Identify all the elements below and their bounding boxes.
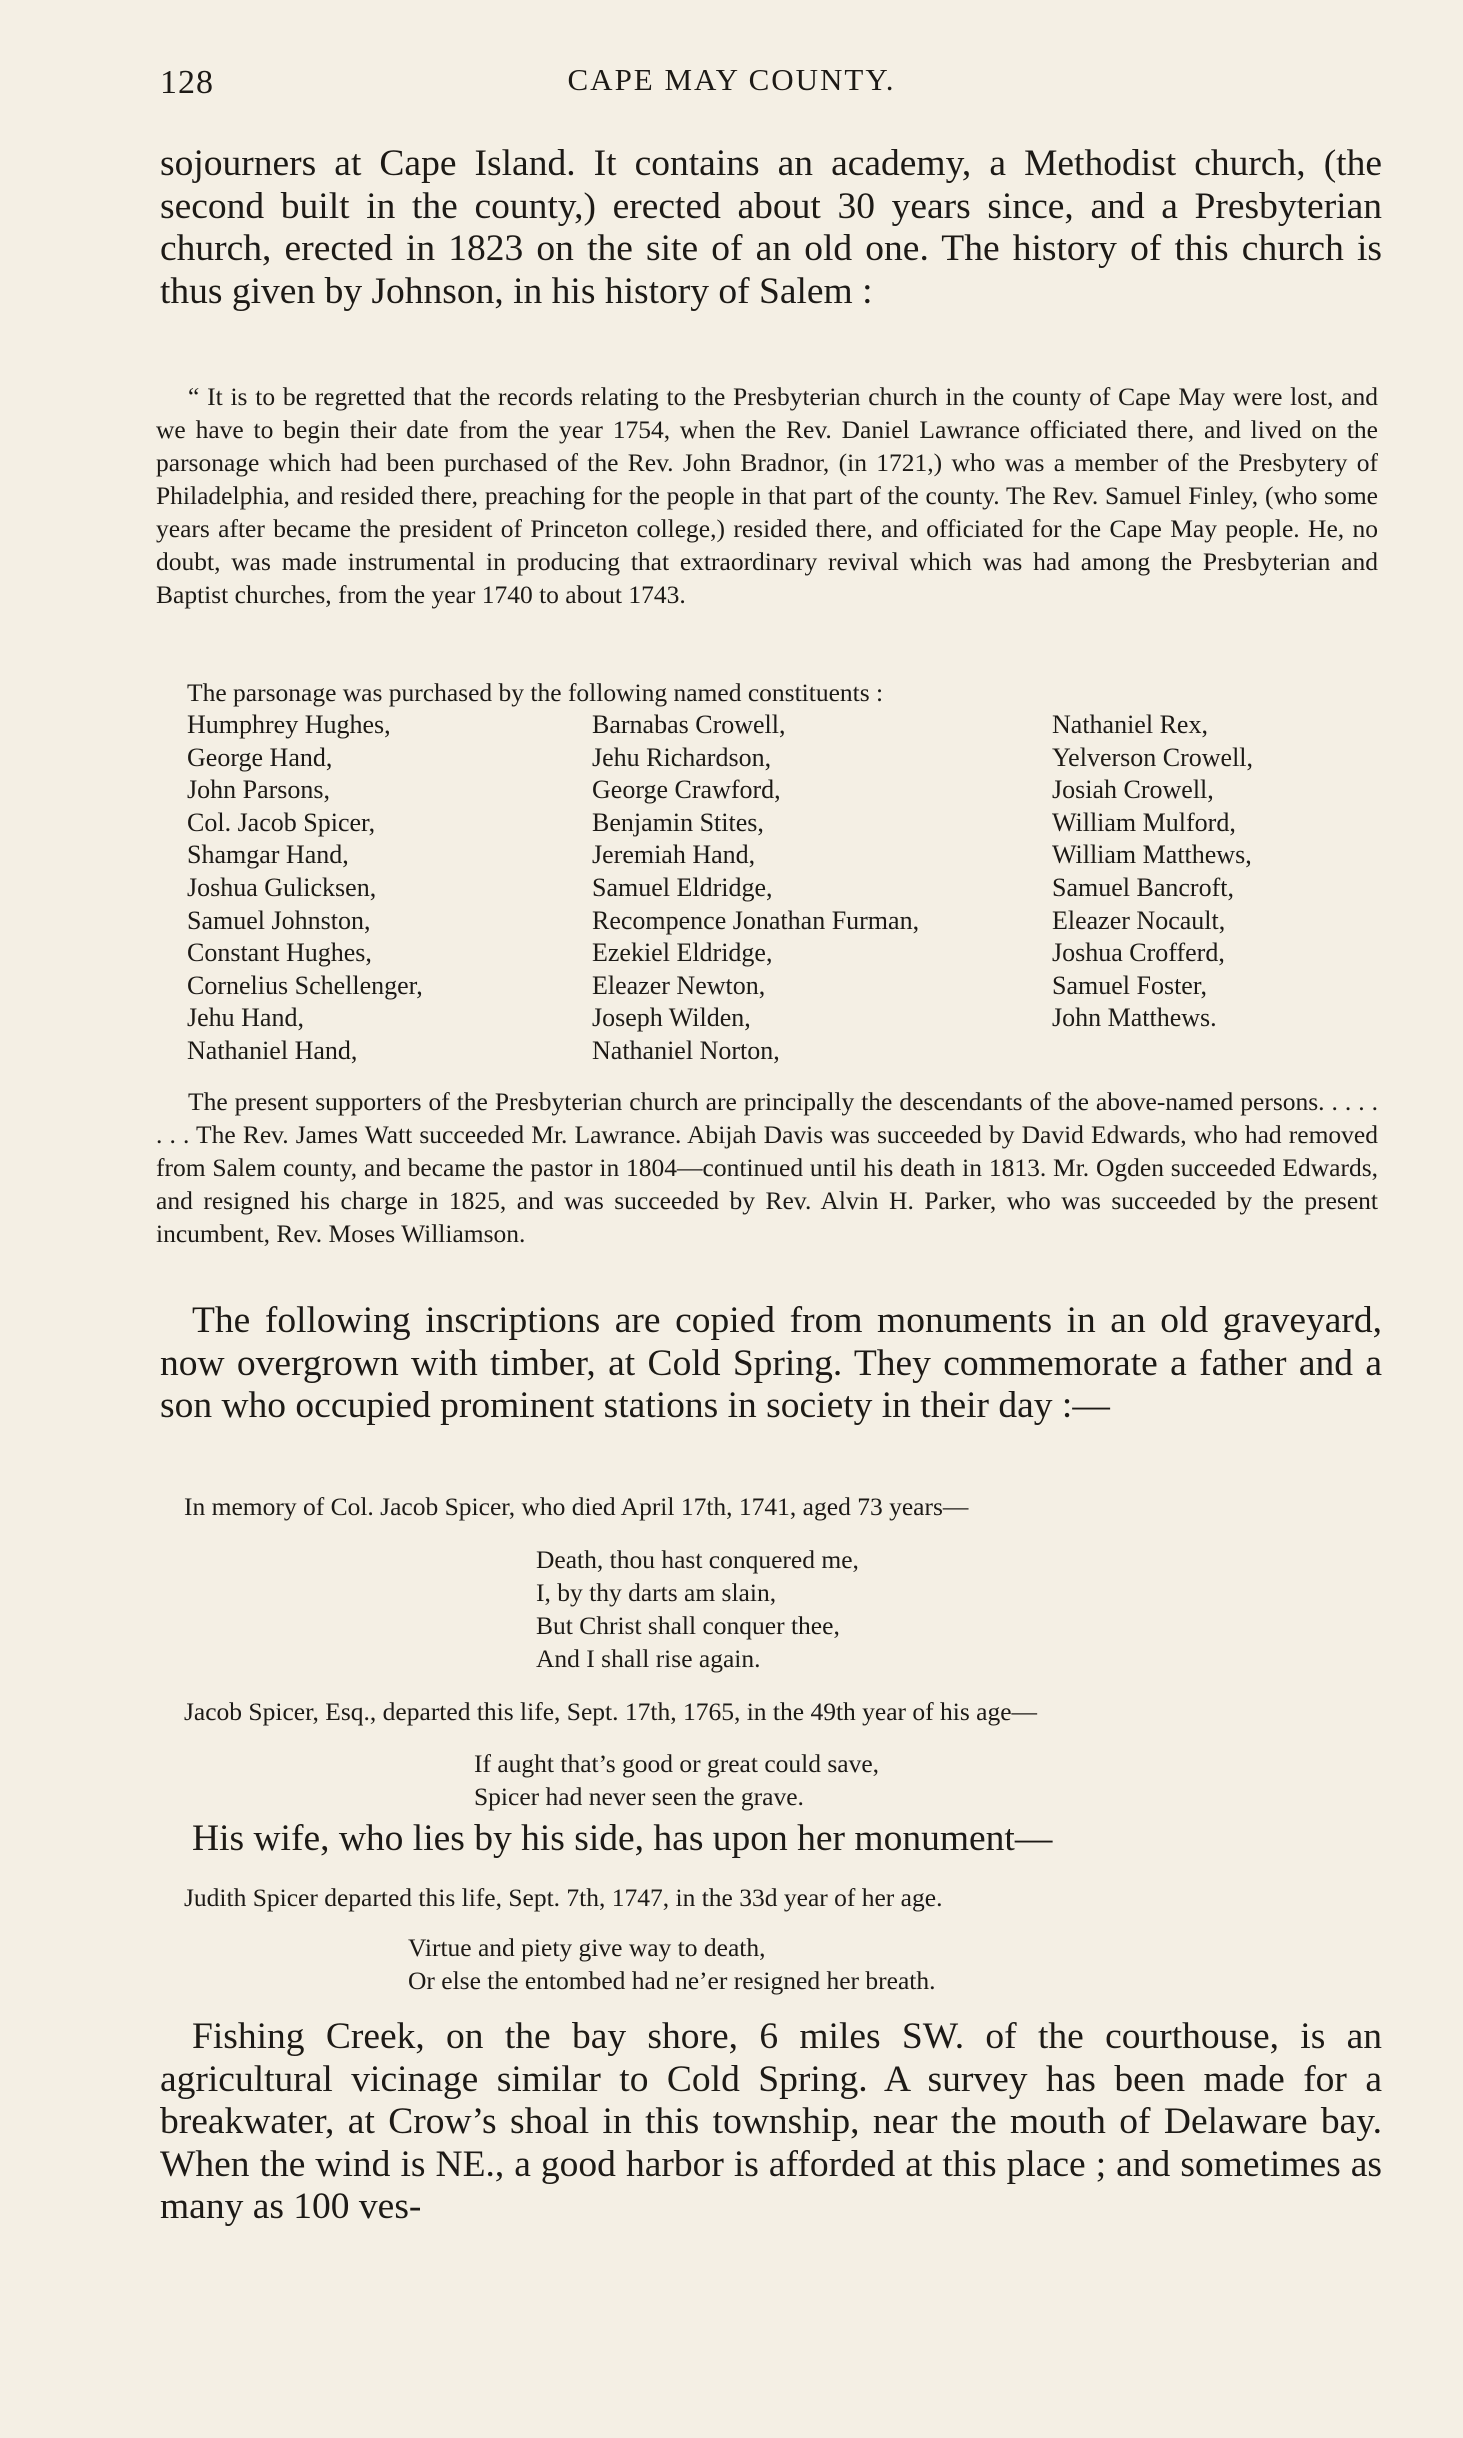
list-item: Joseph Wilden,	[592, 1003, 751, 1033]
list-item: George Hand,	[187, 742, 333, 772]
list-item: Eleazer Newton,	[592, 970, 766, 1000]
list-item: Shamgar Hand,	[187, 840, 349, 870]
verse-line: Death, thou hast conquered me,	[536, 1545, 859, 1574]
list-item: John Matthews.	[1052, 1003, 1217, 1033]
list-item: Barnabas Crowell,	[592, 710, 786, 739]
list-item: William Matthews,	[1052, 840, 1252, 870]
list-item: George Crawford,	[592, 775, 781, 805]
verse-line: I, by thy darts am slain,	[536, 1578, 777, 1607]
verse-line: Virtue and piety give way to death,	[408, 1933, 766, 1962]
quote-johnson-history: “ It is to be regretted that the records relating to the Presbyterian church in the county of Cape May were lost, and we have to begin their date from the year 1754, when the Rev. Daniel Lawrance officiated there, and lived on the parsonage which had been purchased of the Rev. John Bradnor, (in 1721,) who was a member of the Presbytery of Philadelphia, and resided there, preaching for the people in that part of the county. The Rev. Samuel Finley, (who some years after became the president of Princeton college,) resided there, and officiated for the Cape May people. He, no doubt, was made instrumental in producing that extraordinary revival which was had among the Presbyterian and Baptist churches, from the year 1740 to about 1743.	[156, 382, 1378, 609]
constituents-column-2	[592, 709, 919, 1068]
list-item: Cornelius Schellenger,	[187, 970, 423, 1000]
list-item: Col. Jacob Spicer,	[187, 807, 376, 837]
epitaph-verse-judith-spicer	[408, 1931, 935, 1997]
paragraph-inscriptions-intro: The following inscriptions are copied from monuments in an old graveyard, now overgrown with timber, at Cold Spring. They commemorate a father and a son who occupied prominent stations in society in their day :—	[160, 1300, 1382, 1426]
list-item: Constant Hughes,	[187, 938, 372, 968]
paragraph-wife-intro: His wife, who lies by his side, has upon her monument—	[192, 1818, 1053, 1859]
inscription-heading-judith-spicer: Judith Spicer departed this life, Sept. 7th, 1747, in the 33d year of her age.	[184, 1883, 943, 1912]
constituents-intro: The parsonage was purchased by the following named constituents :	[187, 678, 884, 707]
verse-line: Or else the entombed had ne’er resigned her breath.	[408, 1966, 936, 1995]
paragraph-cape-island: sojourners at Cape Island. It contains an academy, a Methodist church, (the second built in the county,) erected about 30 years since, and a Presbyterian church, erected in 1823 on the site of an old one. The history of this church is thus given by Johnson, in his history of Salem :	[160, 143, 1382, 312]
list-item: Samuel Foster,	[1052, 970, 1207, 1000]
paragraph-supporters: The present supporters of the Presbyterian church are principally the descendants of the above-named persons. . . . . . . . The Rev. James Watt succeeded Mr. Lawrance. Abijah Davis was succeeded by David Edwards, who had removed from Salem county, and became the pastor in 1804—continued until his death in 1813. Mr. Ogden succeeded Edwards, and resigned his charge in 1825, and was succeeded by Rev. Alvin H. Parker, who was succeeded by the present incumbent, Rev. Moses Williamson.	[156, 1087, 1378, 1248]
list-item: Joshua Crofferd,	[1052, 938, 1225, 968]
list-item: Samuel Eldridge,	[592, 872, 773, 902]
list-item: Jehu Richardson,	[592, 742, 772, 772]
verse-line: But Christ shall conquer thee,	[536, 1611, 840, 1640]
epitaph-verse-jacob-spicer-esq	[474, 1747, 879, 1813]
inscription-heading-jacob-spicer-esq: Jacob Spicer, Esq., departed this life, Sept. 17th, 1765, in the 49th year of his age—	[184, 1697, 1038, 1726]
list-item: Yelverson Crowell,	[1052, 742, 1254, 772]
list-item: Recompence Jonathan Furman,	[592, 905, 920, 935]
verse-line: Spicer had never seen the grave.	[474, 1782, 804, 1811]
list-item: Nathaniel Rex,	[1052, 710, 1208, 739]
list-item: Nathaniel Norton,	[592, 1035, 780, 1065]
list-item: Eleazer Nocault,	[1052, 905, 1226, 935]
list-item: Josiah Crowell,	[1052, 775, 1214, 805]
verse-line: If aught that’s good or great could save,	[474, 1749, 880, 1778]
list-item: William Mulford,	[1052, 807, 1236, 837]
list-item: Samuel Bancroft,	[1052, 872, 1234, 902]
constituents-column-3	[1052, 709, 1253, 1035]
list-item: Joshua Gulicksen,	[187, 872, 377, 902]
running-title: CAPE MAY COUNTY.	[567, 62, 896, 97]
list-item: Nathaniel Hand,	[187, 1035, 358, 1065]
verse-line: And I shall rise again.	[536, 1644, 761, 1673]
paragraph-fishing-creek: Fishing Creek, on the bay shore, 6 miles SW. of the courthouse, is an agricultural vicinage similar to Cold Spring. A survey has been made for a breakwater, at Crow’s shoal in this township, near the mouth of Delaware bay. When the wind is NE., a good harbor is afforded at this place ; and sometimes as many as 100 ves-	[160, 2016, 1382, 2227]
list-item: Samuel Johnston,	[187, 905, 371, 935]
list-item: Jeremiah Hand,	[592, 840, 756, 870]
inscription-heading-col-jacob-spicer: In memory of Col. Jacob Spicer, who died April 17th, 1741, aged 73 years—	[184, 1492, 969, 1521]
constituents-column-1	[187, 709, 423, 1068]
page-number: 128	[160, 64, 214, 101]
list-item: Benjamin Stites,	[592, 807, 764, 837]
list-item: Humphrey Hughes,	[187, 710, 391, 739]
list-item: John Parsons,	[187, 775, 331, 805]
list-item: Jehu Hand,	[187, 1003, 304, 1033]
epitaph-verse-col-jacob-spicer	[536, 1543, 859, 1675]
list-item: Ezekiel Eldridge,	[592, 938, 773, 968]
